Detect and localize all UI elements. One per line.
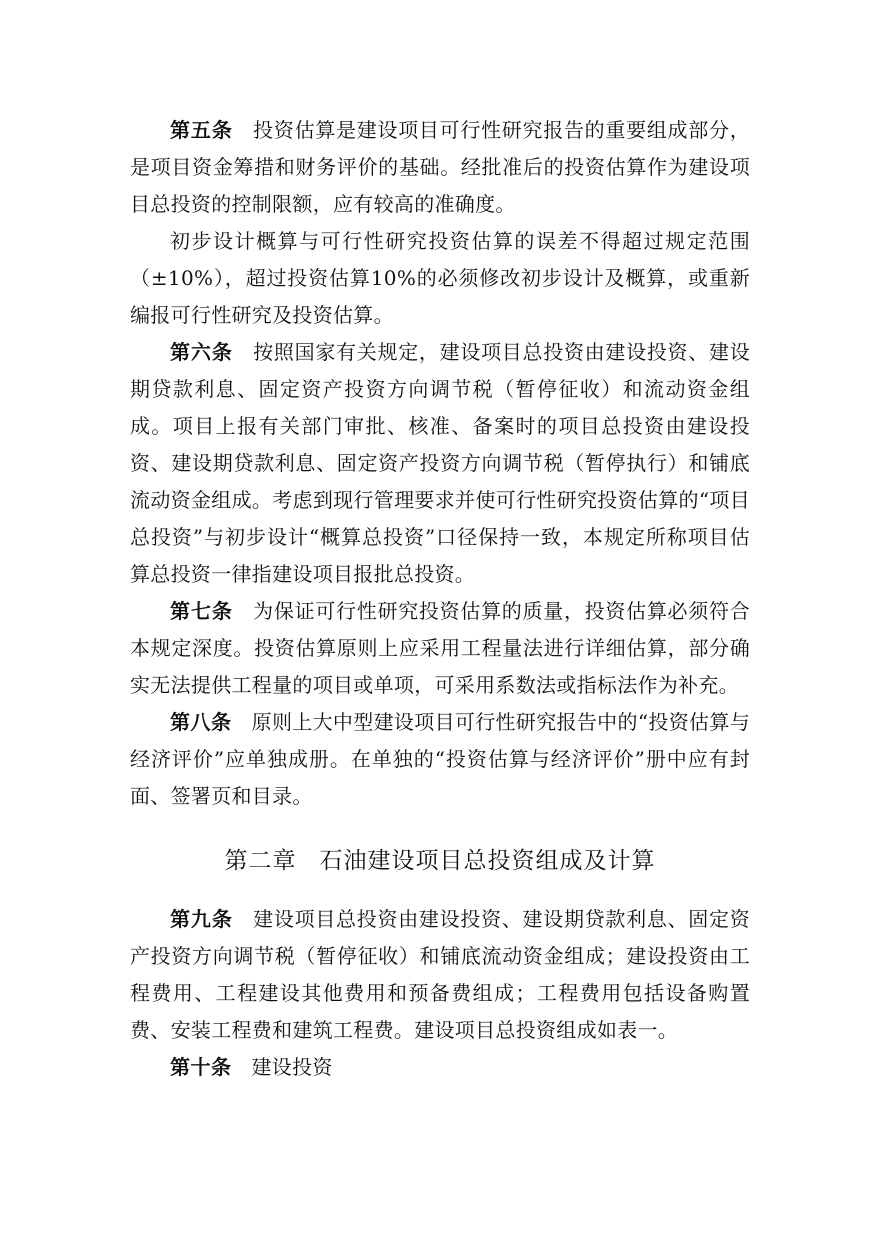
- article-5-continued: [130, 223, 750, 334]
- article-number: 第十条: [170, 1055, 232, 1079]
- article-text: 原则上大中型建设项目可行性研究报告中的“投资估算与经济评价”应单独成册。在单独的“投资估算与经济评价”册中应有封面、签署页和目录。: [130, 710, 751, 808]
- article-8: [130, 704, 750, 815]
- article-text: 为保证可行性研究投资估算的质量，投资估算必须符合本规定深度。投资估算原则上应采用工程量法进行详细估算，部分确实无法提供工程量的项目或单项，可采用系数法或指标法作为补充。: [130, 599, 751, 697]
- article-text: 投资估算是建设项目可行性研究报告的重要组成部分，是项目资金筹措和财务评价的基础。经批准后的投资估算作为建设项目总投资的控制限额，应有较高的准确度。: [130, 118, 751, 216]
- article-10: [130, 1049, 750, 1086]
- article-text: 初步设计概算与可行性研究投资估算的误差不得超过规定范围（±10%），超过投资估算10%的必须修改初步设计及概算，或重新编报可行性研究及投资估算。: [130, 229, 750, 327]
- document-page: [130, 112, 750, 1086]
- chapter-number: 第二章: [224, 848, 297, 874]
- article-number: 第六条: [170, 340, 233, 364]
- article-5: [130, 112, 750, 223]
- article-number: 第九条: [170, 907, 233, 931]
- article-text: 按照国家有关规定，建设项目总投资由建设投资、建设期贷款利息、固定资产投资方向调节税（暂停征收）和流动资金组成。项目上报有关部门审批、核准、备案时的项目总投资由建设投资、建设期贷款利息、固定资产投资方向调节税（暂停执行）和铺底流动资金组成。考虑到现行管理要求并使可行性研究投资估算的“项目总投资”与初步设计“概算总投资”口径保持一致，本规定所称项目估算总投资一律指建设项目报批总投资。: [130, 340, 751, 586]
- article-number: 第五条: [170, 118, 233, 142]
- chapter-heading: [130, 843, 750, 879]
- article-number: 第七条: [170, 599, 233, 623]
- chapter-title: 石油建设项目总投资组成及计算: [319, 848, 656, 874]
- article-7: [130, 593, 750, 704]
- article-text: 建设项目总投资由建设投资、建设期贷款利息、固定资产投资方向调节税（暂停征收）和铺底流动资金组成；建设投资由工程费用、工程建设其他费用和预备费组成；工程费用包括设备购置费、安装工程费和建筑工程费。建设项目总投资组成如表一。: [130, 907, 751, 1042]
- article-number: 第八条: [170, 710, 232, 734]
- article-6: [130, 334, 750, 593]
- article-9: [130, 901, 750, 1049]
- article-text: 建设投资: [251, 1055, 333, 1079]
